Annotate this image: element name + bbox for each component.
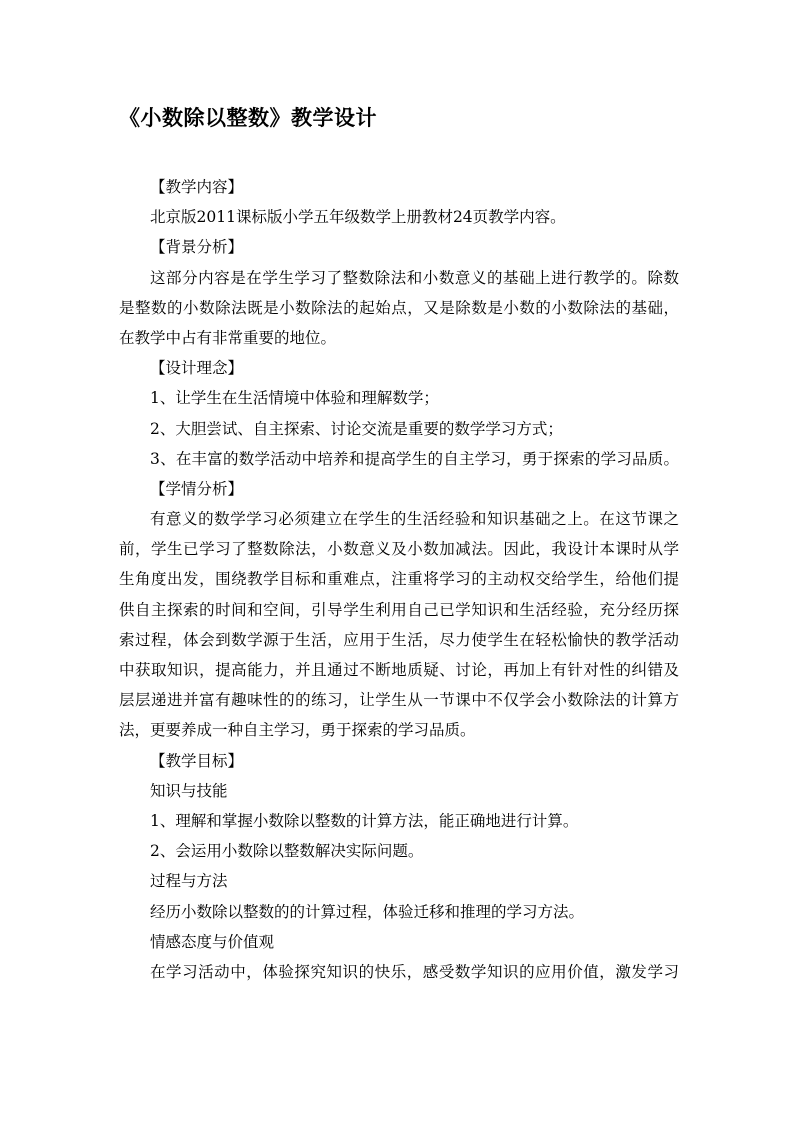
body-text-line: 1、让学生在生活情境中体验和理解数学； [150, 389, 439, 408]
document-title: 《小数除以整数》教学设计 [119, 105, 377, 130]
body-text-line: 法，更要养成一种自主学习，勇于探索的学习品质。 [119, 721, 476, 740]
body-text-line: 供自主探索的时间和空间，引导学生利用自己已学知识和生活经验，充分经历探 [119, 600, 679, 619]
body-text-line: 在教学中占有非常重要的地位。 [119, 328, 337, 347]
body-text-line: 3、在丰富的数学活动中培养和提高学生的自主学习，勇于探索的学习品质。 [150, 449, 679, 468]
body-text-line: 前，学生已学习了整数除法，小数意义及小数加减法。因此，我设计本课时从学 [119, 540, 679, 559]
body-text-line: 层层递进并富有趣味性的的练习，让学生从一节课中不仅学会小数除法的计算方 [119, 691, 679, 710]
body-text-line: 北京版2011课标版小学五年级数学上册教材24页教学内容。 [150, 208, 566, 227]
section-heading: 【学情分析】 [150, 479, 244, 498]
body-text-line: 是整数的小数除法既是小数除法的起始点，又是除数是小数的小数除法的基础， [119, 298, 679, 317]
section-heading: 【设计理念】 [150, 359, 244, 378]
body-text-line: 过程与方法 [150, 872, 228, 891]
document-body [119, 172, 679, 987]
body-text-line: 2、会运用小数除以整数解决实际问题。 [150, 842, 424, 861]
body-text-line: 生角度出发，围绕教学目标和重难点，注重将学习的主动权交给学生，给他们提 [119, 570, 679, 589]
body-text-line: 有意义的数学学习必须建立在学生的生活经验和知识基础之上。在这节课之 [150, 510, 679, 529]
section-heading: 【背景分析】 [150, 238, 244, 257]
body-text-line: 情感态度与价值观 [150, 932, 275, 951]
body-text-line: 在学习活动中，体验探究知识的快乐，感受数学知识的应用价值，激发学习 [150, 962, 679, 981]
section-heading: 【教学内容】 [150, 178, 244, 196]
section-heading: 【教学目标】 [150, 751, 244, 770]
body-text-line: 知识与技能 [150, 781, 228, 800]
body-text-line: 经历小数除以整数的的计算过程，体验迁移和推理的学习方法。 [150, 902, 585, 921]
body-text-line: 中获取知识，提高能力，并且通过不断地质疑、讨论，再加上有针对性的纠错及 [119, 661, 679, 679]
body-text-line: 2、大胆尝试、自主探索、讨论交流是重要的数学学习方式； [150, 419, 563, 438]
body-text-line: 索过程，体会到数学源于生活，应用于生活，尽力使学生在轻松愉快的教学活动 [119, 630, 679, 649]
body-text-line: 这部分内容是在学生学习了整数除法和小数意义的基础上进行教学的。除数 [150, 268, 679, 287]
body-text-line: 1、理解和掌握小数除以整数的计算方法，能正确地进行计算。 [150, 811, 579, 830]
